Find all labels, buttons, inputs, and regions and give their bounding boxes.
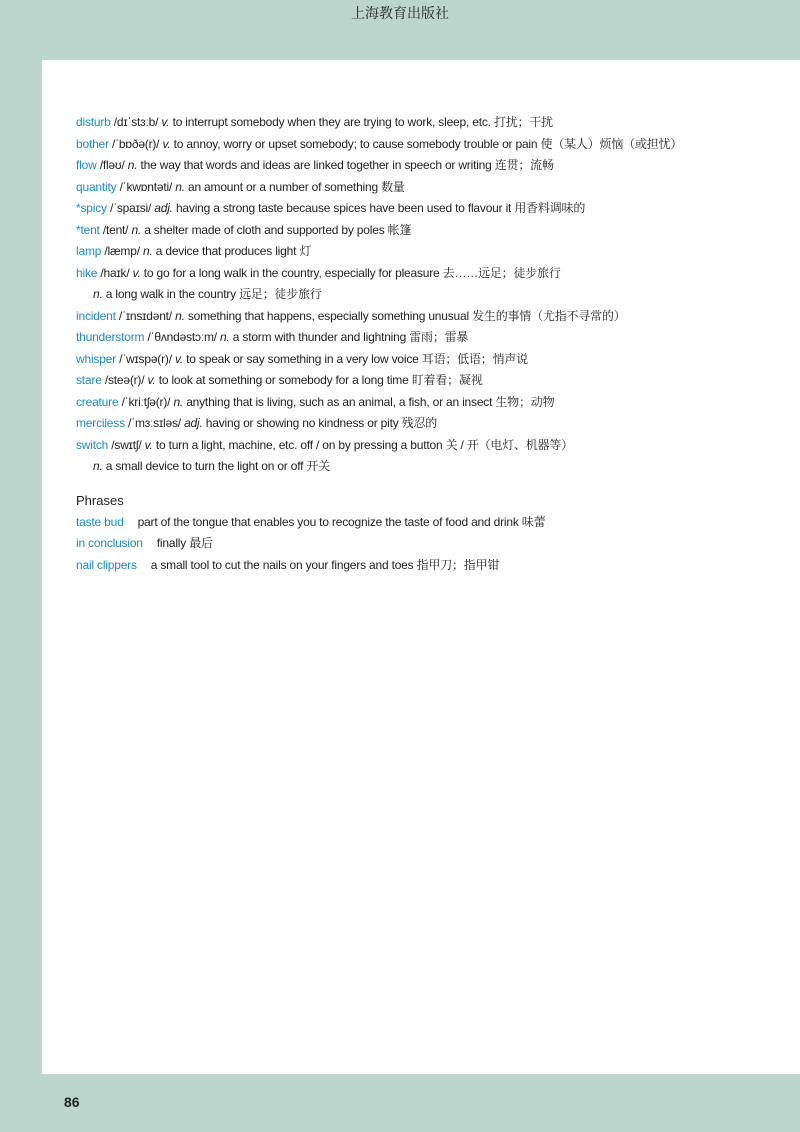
part-of-speech: adj.	[184, 416, 203, 430]
publisher-header: 上海教育出版社	[351, 6, 449, 22]
headword: *tent	[76, 222, 100, 237]
headword: creature	[76, 394, 119, 409]
phonetic: /ˈkwɒntəti/	[119, 179, 173, 194]
chinese-translation: 雷雨；雷暴	[409, 330, 469, 344]
chinese-translation: 味蕾	[521, 514, 546, 529]
definition: to speak or say something in a very low voice	[186, 351, 419, 366]
definition: a storm with thunder and lightning	[232, 330, 407, 344]
phonetic: /tent/	[102, 222, 129, 237]
vocab-entry	[76, 134, 790, 156]
chinese-translation: 发生的事情（尤指不寻常的）	[472, 308, 626, 323]
definition: to turn a light, machine, etc. off / on by pressing a button	[155, 437, 443, 452]
headword: whisper	[76, 351, 116, 366]
chinese-translation: 灯	[299, 244, 312, 258]
part-of-speech: v.	[132, 265, 141, 280]
chinese-translation: 去……远足；徒步旅行	[442, 265, 561, 280]
phrase-term: nail clippers	[76, 557, 137, 572]
phrase-term: in conclusion	[76, 536, 143, 550]
chinese-translation: 远足；徒步旅行	[239, 287, 322, 301]
part-of-speech: n.	[175, 179, 185, 194]
definition: a device that produces light	[155, 244, 297, 258]
part-of-speech: n.	[220, 330, 230, 344]
chinese-translation: 打扰；干扰	[493, 115, 553, 129]
definition: having or showing no kindness or pity	[205, 416, 399, 430]
vocab-entry	[76, 112, 790, 134]
headword: flow	[76, 158, 97, 172]
headword: switch	[76, 437, 109, 452]
part-of-speech: n.	[93, 459, 103, 473]
chinese-translation: 残忍的	[401, 416, 438, 430]
definition: a small tool to cut the nails on your fingers and toes	[150, 557, 414, 572]
part-of-speech: n.	[93, 287, 103, 301]
headword: incident	[76, 308, 116, 323]
vocab-entry	[76, 370, 790, 392]
definition: an amount or a number of something	[187, 179, 378, 194]
chinese-translation: 关 / 开（电灯、机器等）	[445, 437, 573, 452]
page-sheet	[42, 60, 800, 1074]
vocab-entry	[76, 392, 790, 414]
phrase-entry	[76, 512, 790, 534]
definition: a shelter made of cloth and supported by poles	[144, 222, 385, 237]
chinese-translation: 盯着看；凝视	[411, 373, 483, 387]
phonetic: /ˈkriːtʃə(r)/	[121, 394, 171, 409]
vocab-entry	[76, 435, 790, 457]
phonetic: /ˈbɒðə(r)/	[111, 136, 160, 151]
headword: merciless	[76, 416, 125, 430]
definition: having a strong taste because spices have been used to flavour it	[175, 201, 512, 215]
vocab-entry	[76, 413, 790, 435]
vocab-sense	[76, 284, 790, 306]
phonetic: /dɪˈstɜːb/	[113, 115, 159, 129]
phrases-heading: Phrases	[76, 492, 124, 508]
phonetic: /haɪk/	[100, 265, 130, 280]
chinese-translation: 帐篷	[387, 222, 412, 237]
chinese-translation: 耳语；低语；悄声说	[421, 351, 528, 366]
vocab-entry	[76, 327, 790, 349]
chinese-translation: 数量	[381, 179, 405, 194]
phonetic: /læmp/	[104, 244, 140, 258]
headword: *spicy	[76, 201, 107, 215]
chinese-translation: 使（某人）烦恼（或担忧）	[540, 136, 683, 151]
vocab-entry	[76, 198, 790, 220]
chinese-translation: 生物；动物	[495, 394, 555, 409]
part-of-speech: adj.	[154, 201, 173, 215]
vocab-entry	[76, 306, 790, 328]
headword: quantity	[76, 179, 117, 194]
phonetic: /ˈwɪspə(r)/	[119, 351, 172, 366]
headword: bother	[76, 136, 109, 151]
vocab-entry	[76, 241, 790, 263]
headword: stare	[76, 373, 102, 387]
vocab-entry	[76, 177, 790, 199]
vocab-entry	[76, 220, 790, 242]
headword: lamp	[76, 244, 102, 258]
part-of-speech: v.	[174, 351, 184, 366]
headword: disturb	[76, 115, 111, 129]
definition: to interrupt somebody when they are trying to work, sleep, etc.	[172, 115, 491, 129]
phrase-entry	[76, 533, 790, 555]
part-of-speech: n.	[173, 394, 184, 409]
phonetic: /ˈspaɪsi/	[109, 201, 152, 215]
part-of-speech: v.	[161, 115, 170, 129]
phonetic: /ˈmɜːsɪləs/	[128, 416, 181, 430]
definition: part of the tongue that enables you to recognize the taste of food and drink	[137, 514, 519, 529]
phrase-entry	[76, 555, 790, 577]
phonetic: /swɪtʃ/	[111, 437, 142, 452]
phonetic: /ˈɪnsɪdənt/	[118, 308, 172, 323]
vocab-sense	[76, 456, 790, 478]
phonetic: /ˈθʌndəstɔːm/	[147, 330, 217, 344]
definition: finally	[156, 536, 187, 550]
headword: thunderstorm	[76, 330, 145, 344]
phonetic: /steə(r)/	[104, 373, 145, 387]
vocab-entry	[76, 263, 790, 285]
chinese-translation: 开关	[306, 459, 330, 473]
vocab-entry	[76, 349, 790, 371]
vocab-entry	[76, 155, 790, 177]
definition: anything that is living, such as an animal, a fish, or an insect	[186, 394, 493, 409]
part-of-speech: n.	[142, 244, 153, 258]
vocabulary-list	[76, 112, 790, 576]
part-of-speech: n.	[175, 308, 185, 323]
part-of-speech: v.	[147, 373, 156, 387]
part-of-speech: n.	[127, 158, 138, 172]
part-of-speech: v.	[162, 136, 171, 151]
definition: the way that words and ideas are linked together in speech or writing	[140, 158, 492, 172]
definition: a long walk in the country	[105, 287, 236, 301]
chinese-translation: 最后	[189, 536, 213, 550]
definition: something that happens, especially something unusual	[187, 308, 469, 323]
phonetic: /fləʊ/	[99, 158, 125, 172]
page-number: 86	[64, 1094, 80, 1110]
definition: to annoy, worry or upset somebody; to cause somebody trouble or pain	[173, 136, 538, 151]
part-of-speech: n.	[131, 222, 142, 237]
definition: a small device to turn the light on or off	[105, 459, 304, 473]
chinese-translation: 用香料调味的	[514, 201, 586, 215]
part-of-speech: v.	[144, 437, 153, 452]
phrase-term: taste bud	[76, 514, 124, 529]
chinese-translation: 指甲刀；指甲钳	[416, 557, 500, 572]
headword: hike	[76, 265, 98, 280]
definition: to look at something or somebody for a long time	[158, 373, 409, 387]
chinese-translation: 连贯；流畅	[494, 158, 554, 172]
definition: to go for a long walk in the country, especially for pleasure	[143, 265, 440, 280]
